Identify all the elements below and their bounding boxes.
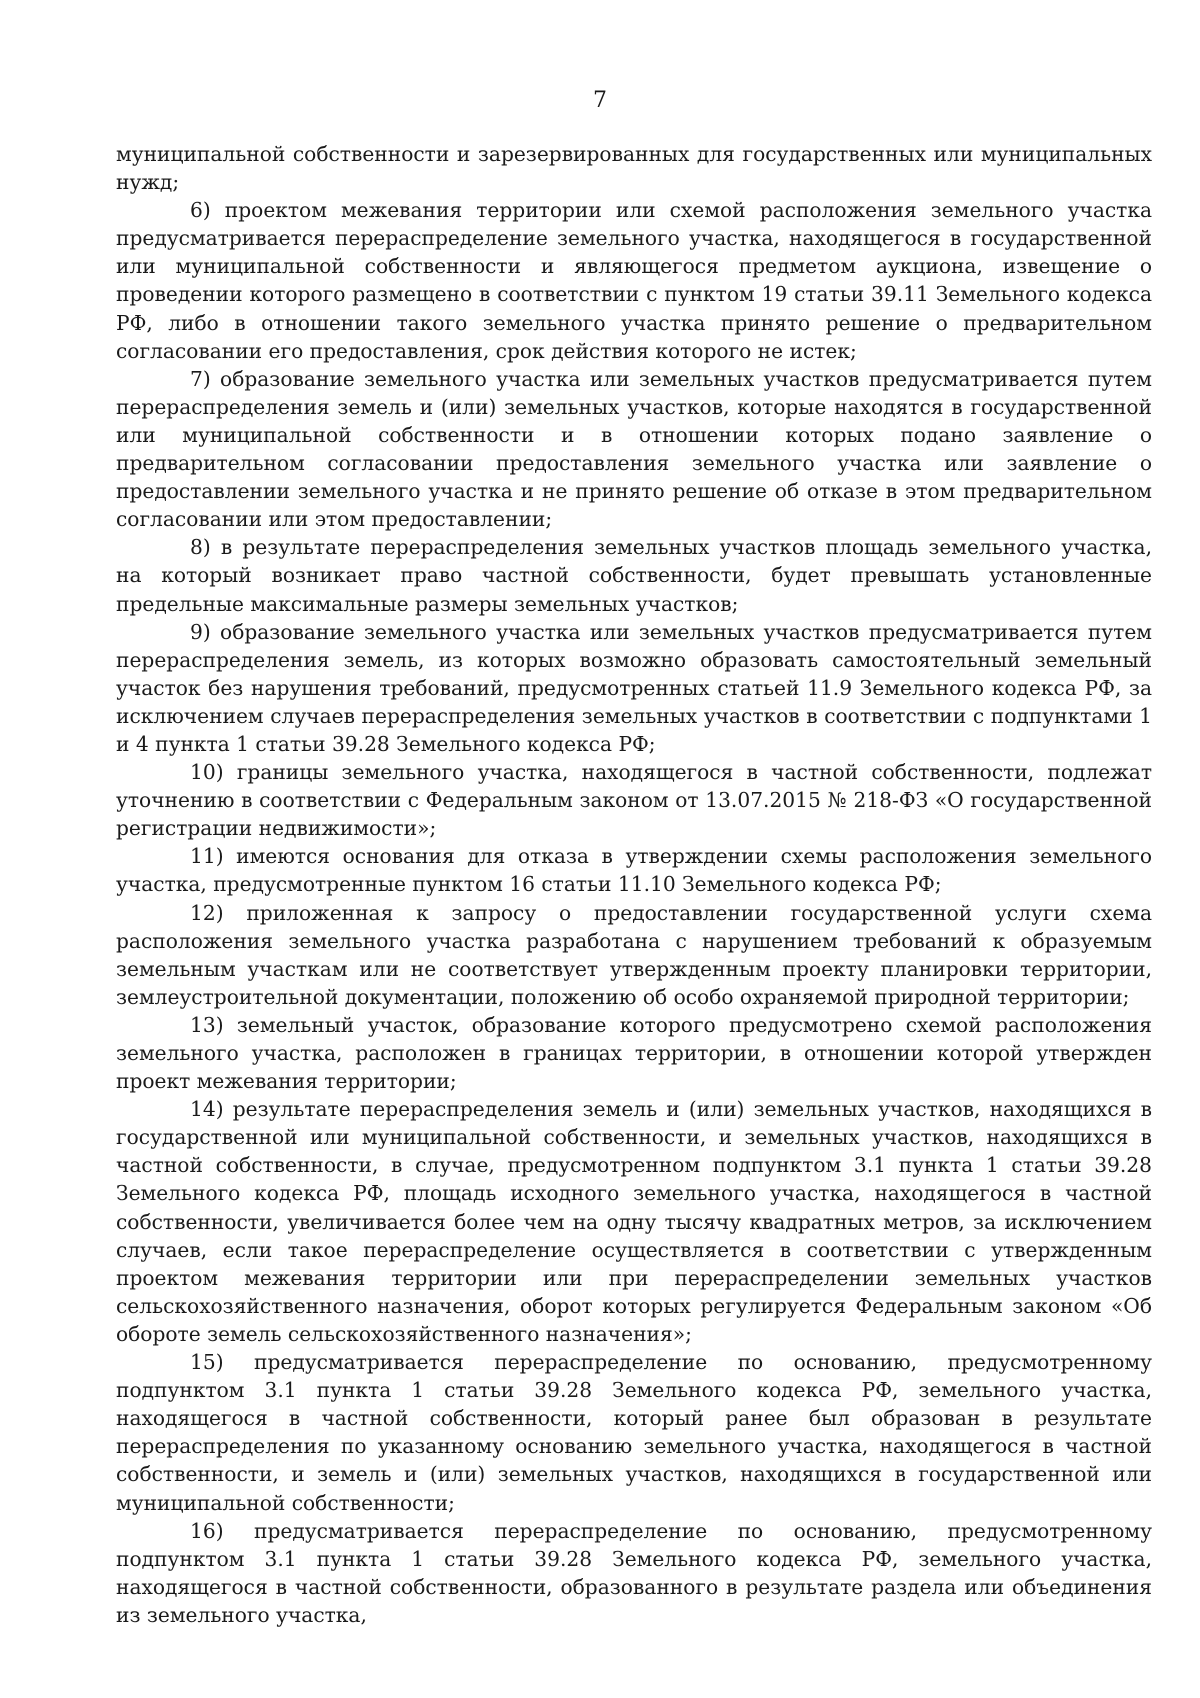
paragraph-item-10: 10) границы земельного участка, находящегося в частной собственности, подлежат уточнению в соответствии с Федеральным законом от 13.07.2015 № 218-ФЗ «О государственной регистрации недвижимости»; (116, 760, 1152, 841)
paragraph-item-7: 7) образование земельного участка или земельных участков предусматривается путем перераспределения земель и (или) земельных участков, которые находятся в государственной или муниципальной собственности и в отношении которых подано заявление о предварительном согласовании предоставления земельного участка или заявление о предоставлении земельного участка и не принято решение об отказе в этом предварительном согласовании или этом предоставлении; (116, 366, 1152, 532)
paragraph-item-8: 8) в результате перераспределения земельных участков площадь земельного участка, на который возникает право частной собственности, будет превышать установленные предельные максимальные размеры земельных участков; (116, 535, 1152, 616)
document-body (116, 140, 1152, 1629)
paragraph-item-12: 12) приложенная к запросу о предоставлении государственной услуги схема расположения земельного участка разработана с нарушением требований к образуемым земельным участкам или не соответствует утвержденным проекту планировки территории, землеустроительной документации, положению об особо охраняемой природной территории; (116, 900, 1152, 1009)
paragraph-item-9: 9) образование земельного участка или земельных участков предусматривается путем перераспределения земель, из которых возможно образовать самостоятельный земельный участок без нарушения требований, предусмотренных статьей 11.9 Земельного кодекса РФ, за исключением случаев перераспределения земельных участков в соответствии с подпунктами 1 и 4 пункта 1 статьи 39.28 Земельного кодекса РФ; (116, 619, 1152, 756)
paragraph-item-16: 16) предусматривается перераспределение по основанию, предусмотренному подпунктом 3.1 пункта 1 статьи 39.28 Земельного кодекса РФ, земельного участка, находящегося в частной собственности, образованного в результате раздела или объединения из земельного участка, (116, 1518, 1152, 1627)
paragraph-continuation: муниципальной собственности и зарезервированных для государственных или муниципальных нужд; (116, 142, 1152, 195)
paragraph-item-11: 11) имеются основания для отказа в утверждении схемы расположения земельного участка, предусмотренные пунктом 16 статьи 11.10 Земельного кодекса РФ; (116, 844, 1152, 897)
paragraph-item-14: 14) результате перераспределения земель и (или) земельных участков, находящихся в государственной или муниципальной собственности, и земельных участков, находящихся в частной собственности, в случае, предусмотренном подпунктом 3.1 пункта 1 статьи 39.28 Земельного кодекса РФ, площадь исходного земельного участка, находящегося в частной собственности, увеличивается более чем на одну тысячу квадратных метров, за исключением случаев, если такое перераспределение осуществляется в соответствии с утвержденным проектом межевания территории или при перераспределении земельных участков сельскохозяйственного назначения, оборот которых регулируется Федеральным законом «Об обороте земель сельскохозяйственного назначения»; (116, 1097, 1152, 1346)
page-number: 7 (593, 88, 607, 113)
paragraph-item-6: 6) проектом межевания территории или схемой расположения земельного участка предусматривается перераспределение земельного участка, находящегося в государственной или муниципальной собственности и являющегося предметом аукциона, извещение о проведении которого размещено в соответствии с пунктом 19 статьи 39.11 Земельного кодекса РФ, либо в отношении такого земельного участка принято решение о предварительном согласовании его предоставления, срок действия которого не истек; (116, 198, 1152, 363)
paragraph-item-13: 13) земельный участок, образование которого предусмотрено схемой расположения земельного участка, расположен в границах территории, в отношении которой утвержден проект межевания территории; (116, 1012, 1152, 1094)
paragraph-item-15: 15) предусматривается перераспределение по основанию, предусмотренному подпунктом 3.1 пункта 1 статьи 39.28 Земельного кодекса РФ, земельного участка, находящегося в частной собственности, который ранее был образован в результате перераспределения по указанному основанию земельного участка, находящегося в частной собственности, и земель и (или) земельных участков, находящихся в государственной или муниципальной собственности; (116, 1350, 1152, 1515)
